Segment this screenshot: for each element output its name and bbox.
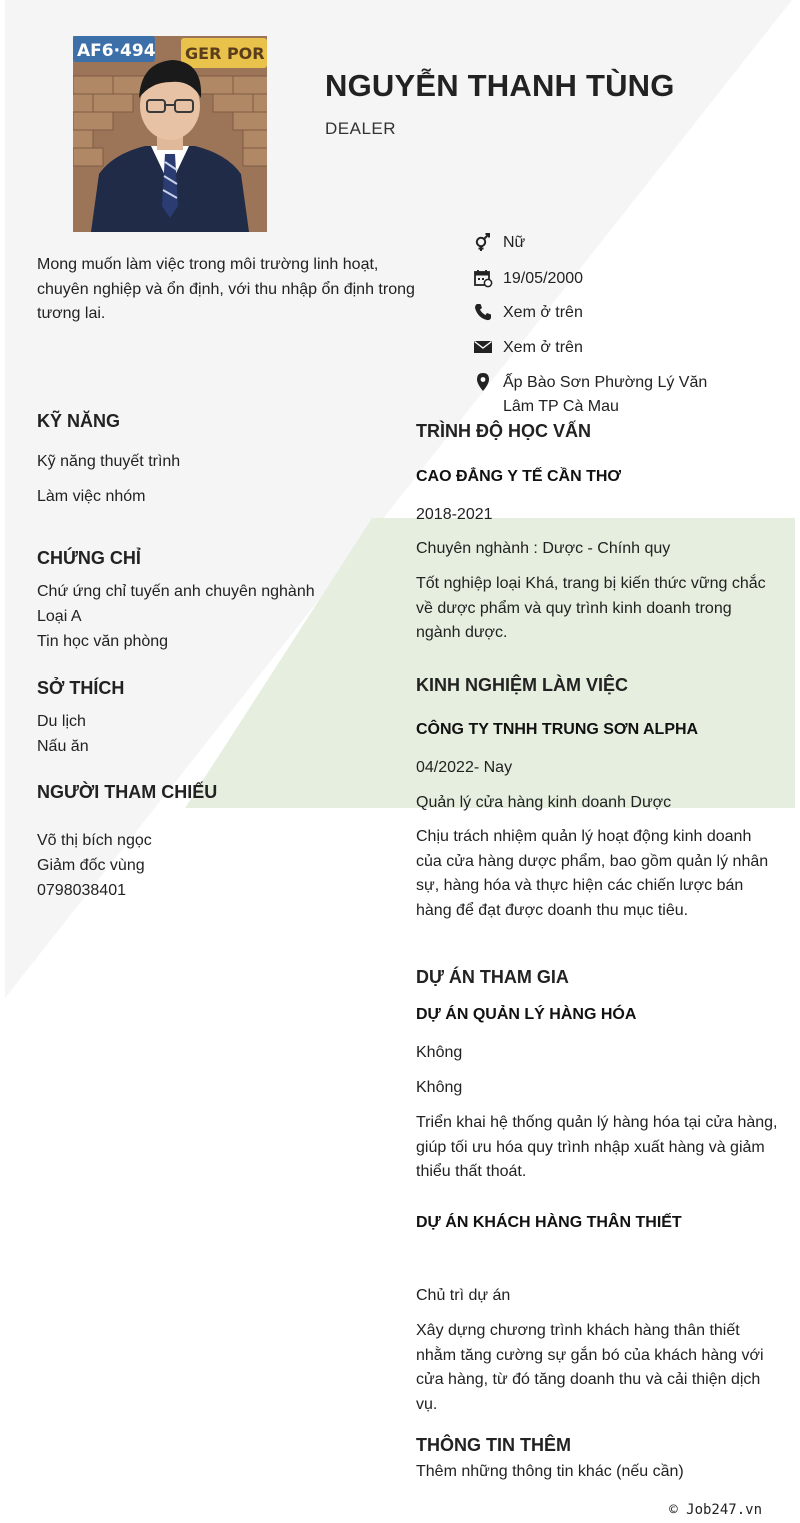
- project-description: Triển khai hệ thống quản lý hàng hóa tại cửa hàng, giúp tối ưu hóa quy trình nhập xuất hàng và giảm thiểu thất thoát.: [416, 1114, 778, 1180]
- certificate-item: Loại A: [37, 608, 82, 625]
- candidate-name: NGUYỄN THANH TÙNG: [325, 68, 675, 103]
- project-role: Chủ trì dự án: [416, 1287, 511, 1304]
- gender-value: Nữ: [503, 234, 526, 251]
- skill-item: Làm việc nhóm: [37, 488, 146, 505]
- hobbies-heading: SỞ THÍCH: [37, 678, 125, 698]
- experience-description: Chịu trách nhiệm quản lý hoạt động kinh doanh của cửa hàng dược phẩm, bao gồm quản lý nhân sự, hàng hóa và thực hiện các chiến lược bán hàng để đạt được doanh thu mục tiêu.: [416, 828, 769, 919]
- certificate-item: Chứ ứng chỉ tuyến anh chuyên nghành: [37, 583, 315, 600]
- experience-period: 04/2022- Nay: [416, 759, 513, 776]
- extra-info-text: Thêm những thông tin khác (nếu cần): [416, 1463, 684, 1480]
- experience-company: CÔNG TY TNHH TRUNG SƠN ALPHA: [416, 721, 699, 738]
- gender-icon: [472, 231, 494, 253]
- project-name: DỰ ÁN QUẢN LÝ HÀNG HÓA: [416, 1006, 637, 1023]
- job-title: DEALER: [325, 119, 397, 138]
- education-major: Chuyên nghành : Dược - Chính quy: [416, 540, 671, 557]
- project-role: Không: [416, 1079, 463, 1096]
- education-heading: TRÌNH ĐỘ HỌC VẤN: [416, 421, 591, 441]
- email-value: Xem ở trên: [503, 339, 583, 356]
- hobby-item: Nấu ăn: [37, 738, 89, 755]
- extra-info-heading: THÔNG TIN THÊM: [416, 1435, 571, 1455]
- experience-heading: KINH NGHIỆM LÀM VIỆC: [416, 675, 629, 695]
- phone-row: [472, 301, 733, 325]
- project-period: Không: [416, 1044, 463, 1061]
- reference-position: Giảm đốc vùng: [37, 857, 145, 874]
- experience-position: Quản lý cửa hàng kinh doanh Dược: [416, 794, 672, 811]
- career-objective: Mong muốn làm việc trong môi trường linh hoạt, chuyên nghiệp và ổn định, với thu nhập ổn định trong tương lai.: [37, 256, 415, 322]
- projects-heading: DỰ ÁN THAM GIA: [416, 967, 569, 987]
- phone-icon: [472, 301, 494, 323]
- svg-text:GER POR: GER POR: [185, 44, 265, 63]
- education-description: Tốt nghiệp loại Khá, trang bị kiến thức vững chắc về dược phẩm và quy trình kinh doanh trong ngành dược.: [416, 575, 766, 641]
- birthday-value: 19/05/2000: [503, 270, 584, 287]
- references-heading: NGƯỜI THAM CHIẾU: [37, 782, 218, 802]
- project-description: Xây dựng chương trình khách hàng thân thiết nhằm tăng cường sự gắn bó của khách hàng với cửa hàng, từ đó tăng doanh thu và cải thiện dịch vụ.: [416, 1322, 764, 1413]
- calendar-icon: [472, 267, 494, 289]
- mail-icon: [472, 336, 494, 358]
- phone-value: Xem ở trên: [503, 304, 583, 321]
- location-pin-icon: [472, 371, 494, 393]
- svg-text:AF6·494: AF6·494: [77, 41, 156, 61]
- project-name: DỰ ÁN KHÁCH HÀNG THÂN THIẾT: [416, 1214, 682, 1231]
- hobby-item: Du lịch: [37, 713, 86, 730]
- education-period: 2018-2021: [416, 506, 493, 523]
- birthday-row: [472, 267, 733, 291]
- skills-heading: KỸ NĂNG: [37, 411, 121, 431]
- footer-credit: © Job247.vn: [669, 1502, 762, 1518]
- education-school: CAO ĐẲNG Y TẾ CẦN THƠ: [416, 468, 622, 485]
- address-value: Ấp Bào Sơn Phường Lý Văn Lâm TP Cà Mau: [503, 374, 708, 415]
- certificates-heading: CHỨNG CHỈ: [37, 548, 141, 568]
- profile-photo: [73, 36, 267, 232]
- reference-phone: 0798038401: [37, 882, 126, 899]
- address-row: [472, 371, 733, 419]
- gender-row: [472, 231, 733, 255]
- certificate-item: Tin học văn phòng: [37, 633, 169, 650]
- reference-name: Võ thị bích ngọc: [37, 832, 152, 849]
- skill-item: Kỹ năng thuyết trình: [37, 453, 181, 470]
- email-row: [472, 336, 733, 360]
